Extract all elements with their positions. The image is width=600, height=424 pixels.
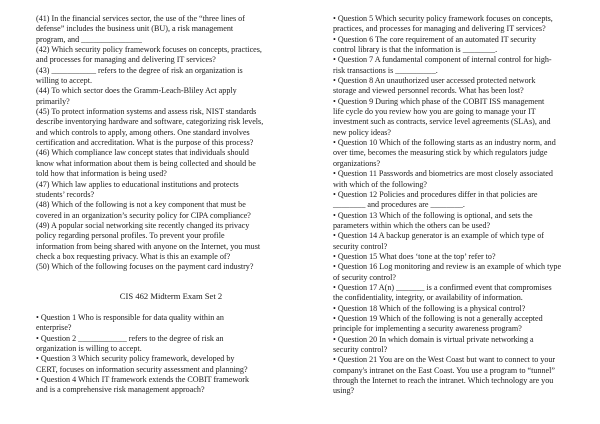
text-line: • Question 21 You are on the West Coast but want to connect to your (333, 355, 556, 365)
text-line: • Question 10 Which of the following starts as an industry norm, and (333, 138, 556, 148)
text-line: defense” includes the business unit (BU), a risk management (36, 24, 234, 34)
text-line: principle for implementing a security awareness program? (333, 324, 522, 334)
section-title: CIS 462 Midterm Exam Set 2 (119, 290, 223, 301)
text-line: over time, becomes the measuring stick by which regulators judge (333, 148, 548, 158)
text-line: • Question 3 Which security policy framework, developed by (36, 354, 235, 364)
text-line: • Question 6 The core requirement of an automated IT security (333, 34, 537, 44)
text-line: • Question 9 During which phase of the COBIT ISS management (333, 96, 545, 106)
text-line: organization is willing to accept. (36, 343, 142, 353)
text-line: • Question 1 Who is responsible for data quality within an (36, 312, 224, 322)
text-line: (48) Which of the following is not a key component that must be (36, 200, 246, 210)
text-line: policy regarding personal profiles. To prevent your profile (36, 231, 225, 241)
text-line: CERT, focuses on information security assessment and planning? (36, 364, 248, 374)
text-line: • Question 4 Which IT framework extends the COBIT framework (36, 375, 249, 384)
text-line: risk transactions is __________. (333, 65, 438, 75)
text-line: life cycle do you review how you are going to manage your IT (333, 107, 536, 117)
text-line: (43) ___________ refers to the degree of risk an organization is (36, 65, 243, 75)
right-column (333, 14, 578, 397)
text-line: check a box requesting privacy. What is this an example of? (36, 251, 231, 261)
text-line: enterprise? (36, 323, 72, 333)
text-line: (47) Which law applies to educational institutions and protects (36, 179, 239, 189)
text-line: program, and _______________ (36, 34, 142, 44)
text-line: describe inventorying hardware and software, categorizing risk levels, (36, 117, 264, 127)
text-line: covered in an organization’s security policy for CIPA compliance? (36, 210, 251, 220)
text-line: with which of the following? (333, 179, 427, 189)
text-line: students’ records? (36, 189, 95, 199)
text-line: • Question 15 What does ‘tone at the top’ refer to? (333, 251, 496, 261)
text-line: know what information about them is being collected and should be (36, 158, 256, 168)
text-line: (45) To protect information systems and assess risk, NIST standards (36, 107, 257, 117)
text-line: through the Internet to reach the intranet. Which technology are you (333, 376, 554, 386)
left-column (36, 14, 286, 396)
question-list-set1 (36, 14, 286, 273)
text-line: • Question 8 An unauthorized user accessed protected network (333, 76, 536, 86)
text-line: company's intranet on the East Coast. You use a program to “tunnel” (333, 365, 555, 375)
text-line: (50) Which of the following focuses on the payment card industry? (36, 262, 254, 272)
text-line: certification and accreditation. What is the purpose of this process? (36, 138, 254, 148)
text-line: the confidentiality, integrity, or availability of information. (333, 293, 523, 303)
text-line: ________ and procedures are ________. (333, 200, 465, 210)
text-line: primarily? (36, 96, 70, 106)
text-line: control library is that the information is ________. (333, 45, 498, 55)
text-line: • Question 2 ____________ refers to the degree of risk an (36, 333, 224, 343)
text-line: • Question 14 A backup generator is an example of which type of (333, 231, 544, 241)
question-list-set2-right (333, 14, 578, 397)
text-line: • Question 19 Which of the following is not a generally accepted (333, 313, 543, 323)
text-line: and processes for managing and delivering IT services? (36, 55, 216, 65)
text-line: • Question 18 Which of the following is a physical control? (333, 303, 526, 313)
text-line: and which controls to apply, among others. One standard involves (36, 127, 250, 137)
text-line: • Question 12 Policies and procedures differ in that policies are (333, 189, 538, 199)
text-line: security control? (333, 345, 388, 354)
text-line: security control? (333, 241, 388, 251)
text-line: using? (333, 386, 355, 396)
text-line: (41) In the financial services sector, the use of the “three lines of (36, 14, 245, 23)
text-line: practices, and processes for managing and delivering IT services? (333, 24, 546, 34)
text-line: • Question 5 Which security policy framework focuses on concepts, (333, 14, 553, 23)
text-line: (46) Which compliance law concept states that individuals should (36, 148, 249, 158)
text-line: • Question 16 Log monitoring and review is an example of which type (333, 262, 562, 272)
text-line: organizations? (333, 158, 381, 168)
text-line: and is a comprehensive risk management approach? (36, 385, 205, 395)
text-line: • Question 20 In which domain is virtual private networking a (333, 334, 534, 344)
text-line: information from being shared with anyone on the Internet, you must (36, 241, 261, 251)
text-line: new policy ideas? (333, 127, 391, 137)
text-line: of security control? (333, 272, 396, 282)
text-line: • Question 7 A fundamental component of internal control for high- (333, 55, 552, 65)
text-line: willing to accept. (36, 76, 92, 86)
text-line: investment such as contracts, service level agreements (SLAs), and (333, 117, 551, 127)
text-line: • Question 17 A(n) _______ is a confirmed event that compromises (333, 282, 552, 292)
text-line: (42) Which security policy framework focuses on concepts, practices, (36, 45, 262, 55)
text-line: (49) A popular social networking site recently changed its privacy (36, 220, 250, 230)
text-line: • Question 13 Which of the following is optional, and sets the (333, 210, 533, 220)
text-line: • Question 11 Passwords and biometrics are most closely associated (333, 169, 553, 179)
text-line: (44) To which sector does the Gramm-Leach-Bliley Act apply (36, 86, 237, 96)
question-list-set2-left (36, 313, 286, 396)
text-line: storage and viewed personnel records. What has been lost? (333, 86, 524, 96)
text-line: told how that information is being used? (36, 169, 167, 179)
text-line: parameters within which the others can be used? (333, 220, 491, 230)
